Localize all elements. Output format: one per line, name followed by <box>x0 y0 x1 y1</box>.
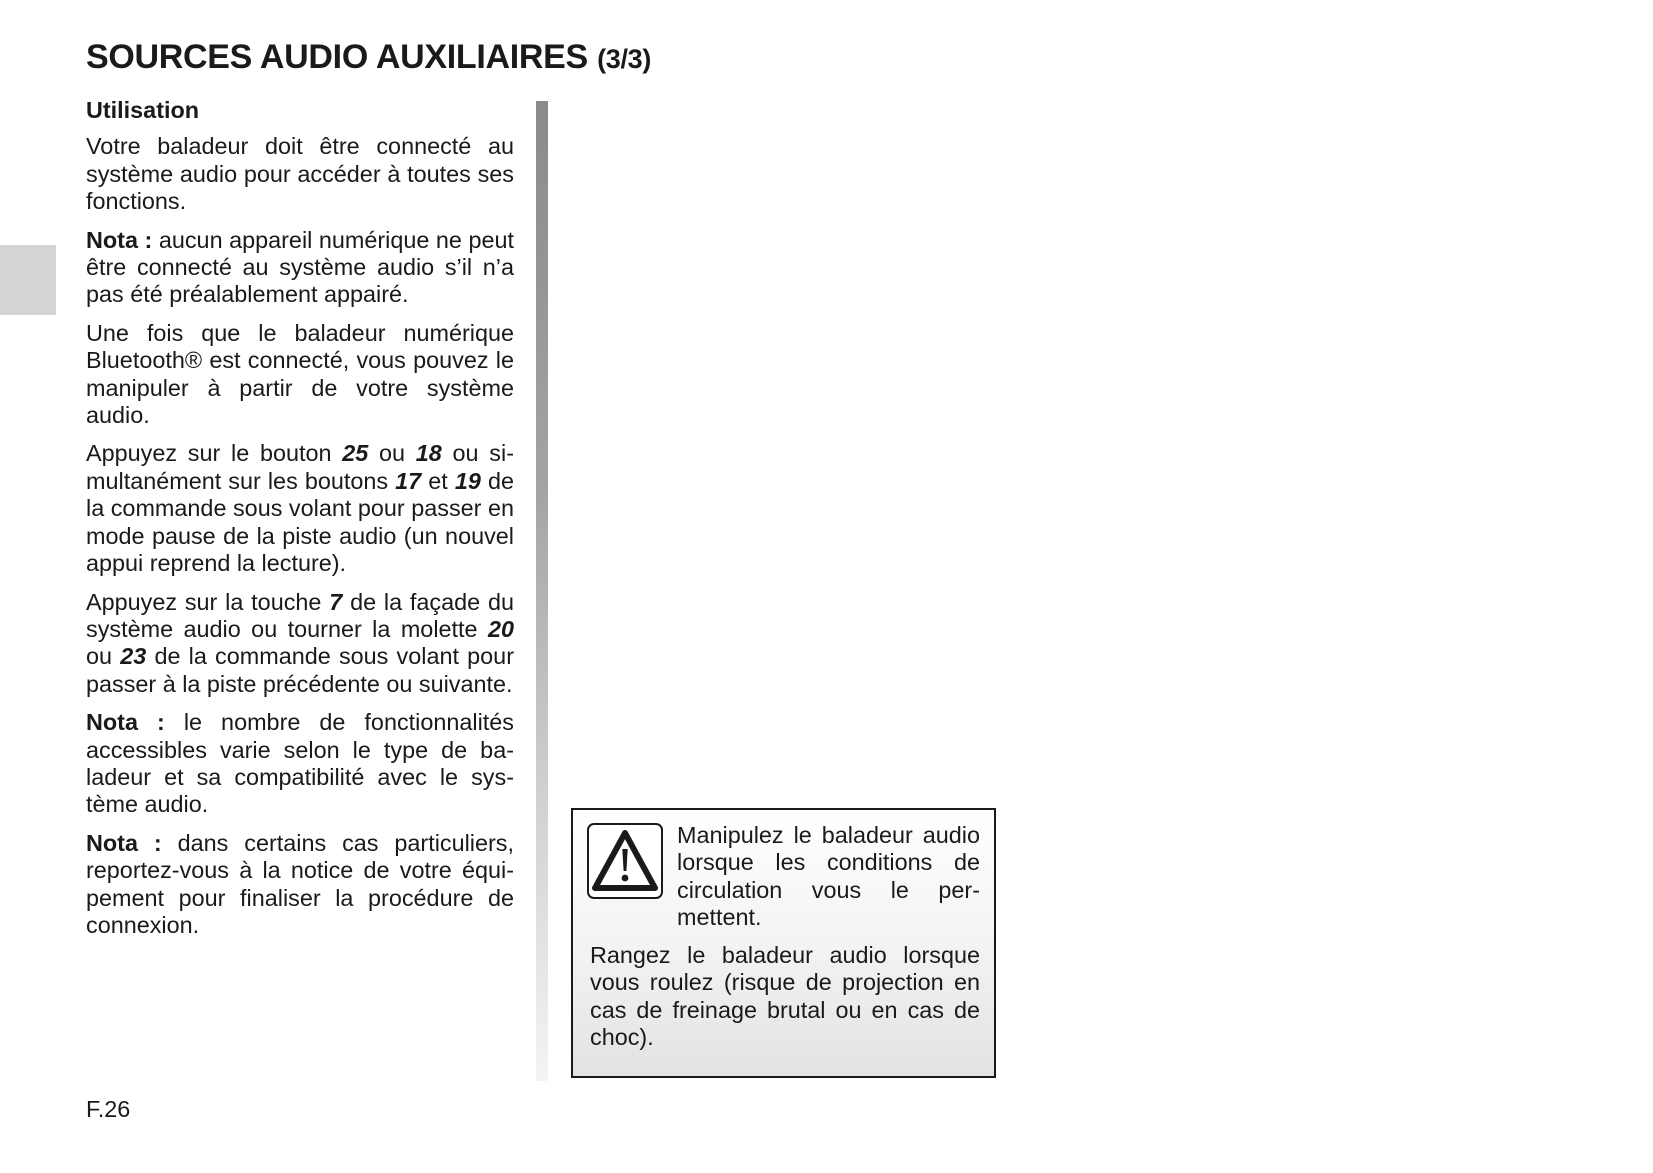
paragraph-nota-manual <box>86 830 514 940</box>
paragraph-pause <box>86 440 514 577</box>
page-title <box>86 38 651 77</box>
paragraph-nota-pairing <box>86 227 514 309</box>
text-run: Appuyez sur la touche <box>86 588 330 615</box>
nota-text: dans certains cas particuliers, reportez-vous à la notice de votre équipement pour finaliser la procédure de connexion. <box>86 829 514 938</box>
nota-label: Nota : <box>86 709 165 736</box>
text-run: de la façade du système audio ou tourner la molette <box>86 588 514 642</box>
page-title-suffix: (3/3) <box>597 44 652 74</box>
button-number: 23 <box>120 643 147 670</box>
button-number: 20 <box>487 615 514 642</box>
column-divider <box>536 101 548 1081</box>
text-run: ou <box>368 440 416 467</box>
paragraph-connection: Votre baladeur doit être connecté au système audio pour accéder à toutes ses fonctions. <box>86 133 514 215</box>
text-run: de la commande sous volant pour passer en mode pause de la piste audio (un nouvel appui reprend la lecture). <box>86 467 514 577</box>
warning-triangle-icon <box>587 823 663 899</box>
button-number: 17 <box>395 467 422 494</box>
warning-box <box>571 808 996 1078</box>
text-run: de la commande sous volant pour passer à la piste précédente ou suivante. <box>86 643 514 697</box>
paragraph-nota-features <box>86 709 514 819</box>
paragraph-track-skip <box>86 589 514 699</box>
button-number: 19 <box>454 467 481 494</box>
button-number: 7 <box>329 588 343 615</box>
warning-text-storage: Rangez le baladeur audio lorsque vous roulez (risque de projection en cas de freinage brutal ou en cas de choc). <box>590 942 980 1051</box>
chapter-tab-marker <box>0 245 56 315</box>
text-run: Appuyez sur le bouton <box>86 440 343 467</box>
left-column <box>86 97 514 950</box>
text-run: et <box>421 467 455 494</box>
section-heading: Utilisation <box>86 97 200 123</box>
page-number: F.26 <box>86 1096 131 1122</box>
warning-text-conditions: Manipulez le baladeur audio lorsque les conditions de circulation vous le permettent. <box>677 822 980 931</box>
nota-label: Nota : <box>86 829 162 856</box>
nota-text: aucun appareil numérique ne peut être connecté au système audio s’il n’a pas été préalablement appairé. <box>86 226 514 308</box>
button-number: 18 <box>415 440 442 467</box>
nota-text: le nombre de fonctionnalités accessibles varie selon le type de baladeur et sa compatibilité avec le système audio. <box>86 709 514 818</box>
page-title-text: SOURCES AUDIO AUXILIAIRES <box>86 38 588 76</box>
button-number: 25 <box>342 440 369 467</box>
paragraph-bluetooth: Une fois que le baladeur numérique Bluetooth® est connecté, vous pouvez le manipuler à partir de votre système audio. <box>86 319 514 429</box>
text-run: ou <box>86 643 121 670</box>
text-run: ou simultanément sur les boutons <box>86 440 514 494</box>
nota-label: Nota : <box>86 226 153 253</box>
